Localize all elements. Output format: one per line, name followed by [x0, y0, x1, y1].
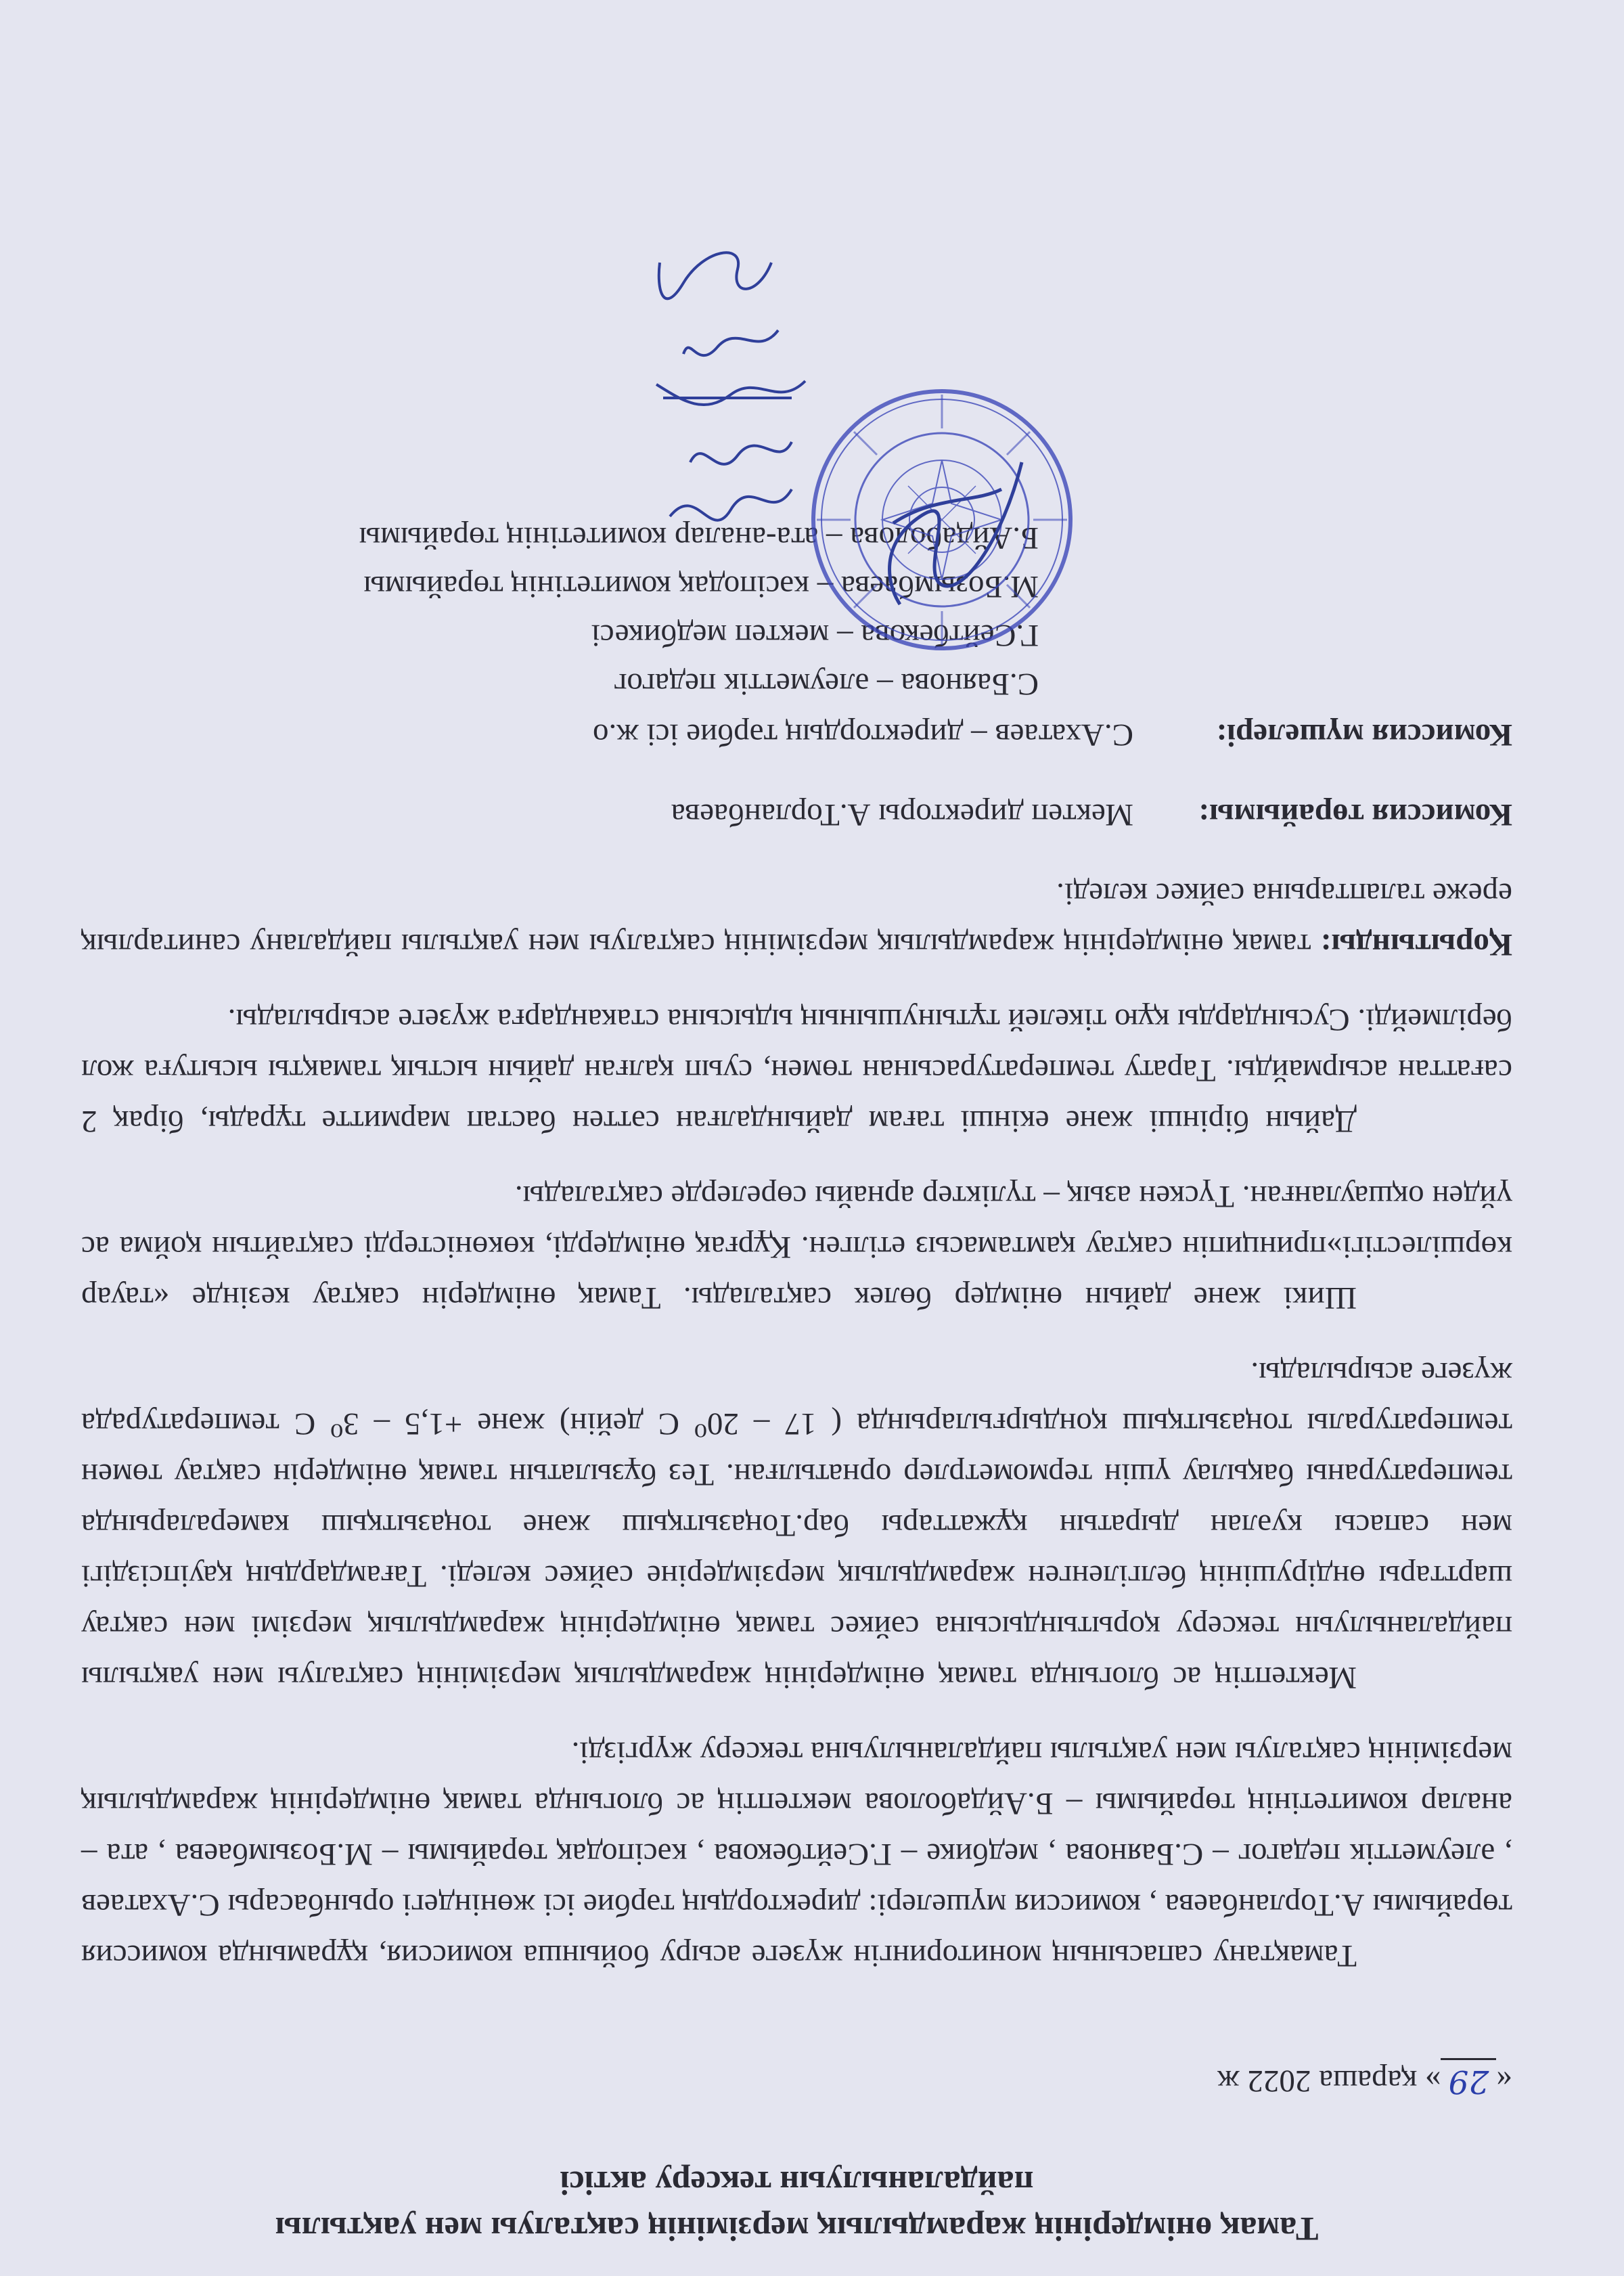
- director-signature-icon: [866, 435, 1042, 625]
- member-1: С.Ахатаев – директордың тәрбие ісі ж.о: [593, 717, 1133, 753]
- title-line-1: Тамақ өнімдерінің жарамдылық мерзімінің сақталуы мен уақтылы: [275, 2210, 1319, 2248]
- member-5: Б.Айдаболова – ата-аналар комитетінің төрайымы: [359, 520, 1039, 556]
- title-line-2: пайдаланылуын тексеру актісі: [560, 2164, 1034, 2202]
- member-4: М.Бозымбаева – кәсіподақ комитетінің төрайымы: [363, 569, 1039, 604]
- paragraph-1: Тамақтану сапасының мониторингін жүзеге асыру бойынша комиссия, құрамында комиссия төрайымы А.Торланбаева , комиссия мүшелері: директордың тәрбие ісі жөніндегі орынбасары С.Ахатаев , әлеуметтік педагог – С.Баянова , медбике – Г.Сейтбекова , кәсіподақ төрайымы – М.Бозымбаева , ата – аналар комитетінің төрайымы – Б.Айдаболова мектептің ас блогында тамақ өнімдерінің жарамдылық мерзімінің сақталуы мен уақтылы пайдаланылуына тексеру жүргізді.: [81, 1735, 1512, 1973]
- member-3: Г.Сейтбекова – мектеп медбикесі: [591, 618, 1039, 653]
- paragraph-2: Мектептің ас блогында тамақ өнімдерінің жарамдылық мерзімінің сақталуы мен уақтылы пайдаланылуын тексеру қорытындысына сәйкес тамақ өнімдерінің жарамдылық мерзімі мен сақтау шарттары өндірушінің белгіленген жарамдылық мерзімдеріне сәйкес келеді. Тағамдардың қауіпсіздігі мен сапасы куәлан дыратын құжаттары бар.Тоңазытқыш және тоңазытқыш камераларында температураны бақылау үшін термометрлер орнатылған. Тез бұзылатын тамақ өнімдерін сақтау төмен температуралы тоңазытқыш қондырғыларында ( 17 – 20⁰ С дейін) және +1,5 – 3⁰ С температурада жүзеге асырылады.: [81, 1356, 1512, 1695]
- date-day-handwritten: 29: [1441, 2058, 1497, 2102]
- document-body: [81, 514, 1512, 2252]
- chair-row: [81, 788, 1512, 841]
- conclusion-label: Қорытынды:: [1320, 927, 1512, 962]
- members-label: Комиссия мүшелері:: [1216, 717, 1512, 753]
- member-2-signature-icon: [683, 422, 798, 476]
- date-open-quote: «: [1496, 2063, 1512, 2099]
- signatures-block: [81, 514, 1512, 841]
- paragraph-4: Дайын бірінші және екінші тағам дайындалған сәттен бастап мармитте тұрады, бірақ 2 сағаттан асырмайды. Тарату температурасынан төмен, суып қалған дайын ыстық тамақты ысытуға жол берілмейді. Сусындарды құю тікелей тұтынушының ыдысына стакандарға жүзеге асырылады.: [81, 1002, 1512, 1139]
- chair-label: Комиссия төрайымы:: [1198, 797, 1512, 833]
- member-2: С.Баянова – әлеуметтік педагог: [614, 667, 1039, 702]
- conclusion: [81, 868, 1512, 970]
- paragraph-3: Шикі және дайын өнімдер бөлек сақталады. Тамақ өнімдерін сақтау кезінде «тауар көршілестігі»принципін сақтау қамтамасыз етілген. Құрғақ өнімдерді, көкөністерді сақтайтын қойма ас үйден оқшауланған. Түскен азық – түліктер арнайы сөрелерде сақталады.: [81, 1179, 1512, 1316]
- date-month-year: » қараша 2022 ж: [1217, 2063, 1441, 2099]
- document-date: [81, 2055, 1512, 2106]
- member-5-signature-icon: [650, 242, 785, 310]
- document-title: [81, 2160, 1512, 2252]
- conclusion-text: тамақ өнімдерінің жарамдылық мерзімінің сақталуы мен уақтылы пайдалану санитарлық ереже талаптарына сәйкес келеді.: [81, 876, 1512, 962]
- members-row: [81, 709, 1512, 761]
- member-3-signature-icon: [650, 361, 812, 422]
- member-1-signature-icon: [663, 469, 798, 530]
- member-4-signature-icon: [677, 313, 785, 367]
- chair-value: Мектеп директоры А.Торланбаева: [671, 797, 1133, 833]
